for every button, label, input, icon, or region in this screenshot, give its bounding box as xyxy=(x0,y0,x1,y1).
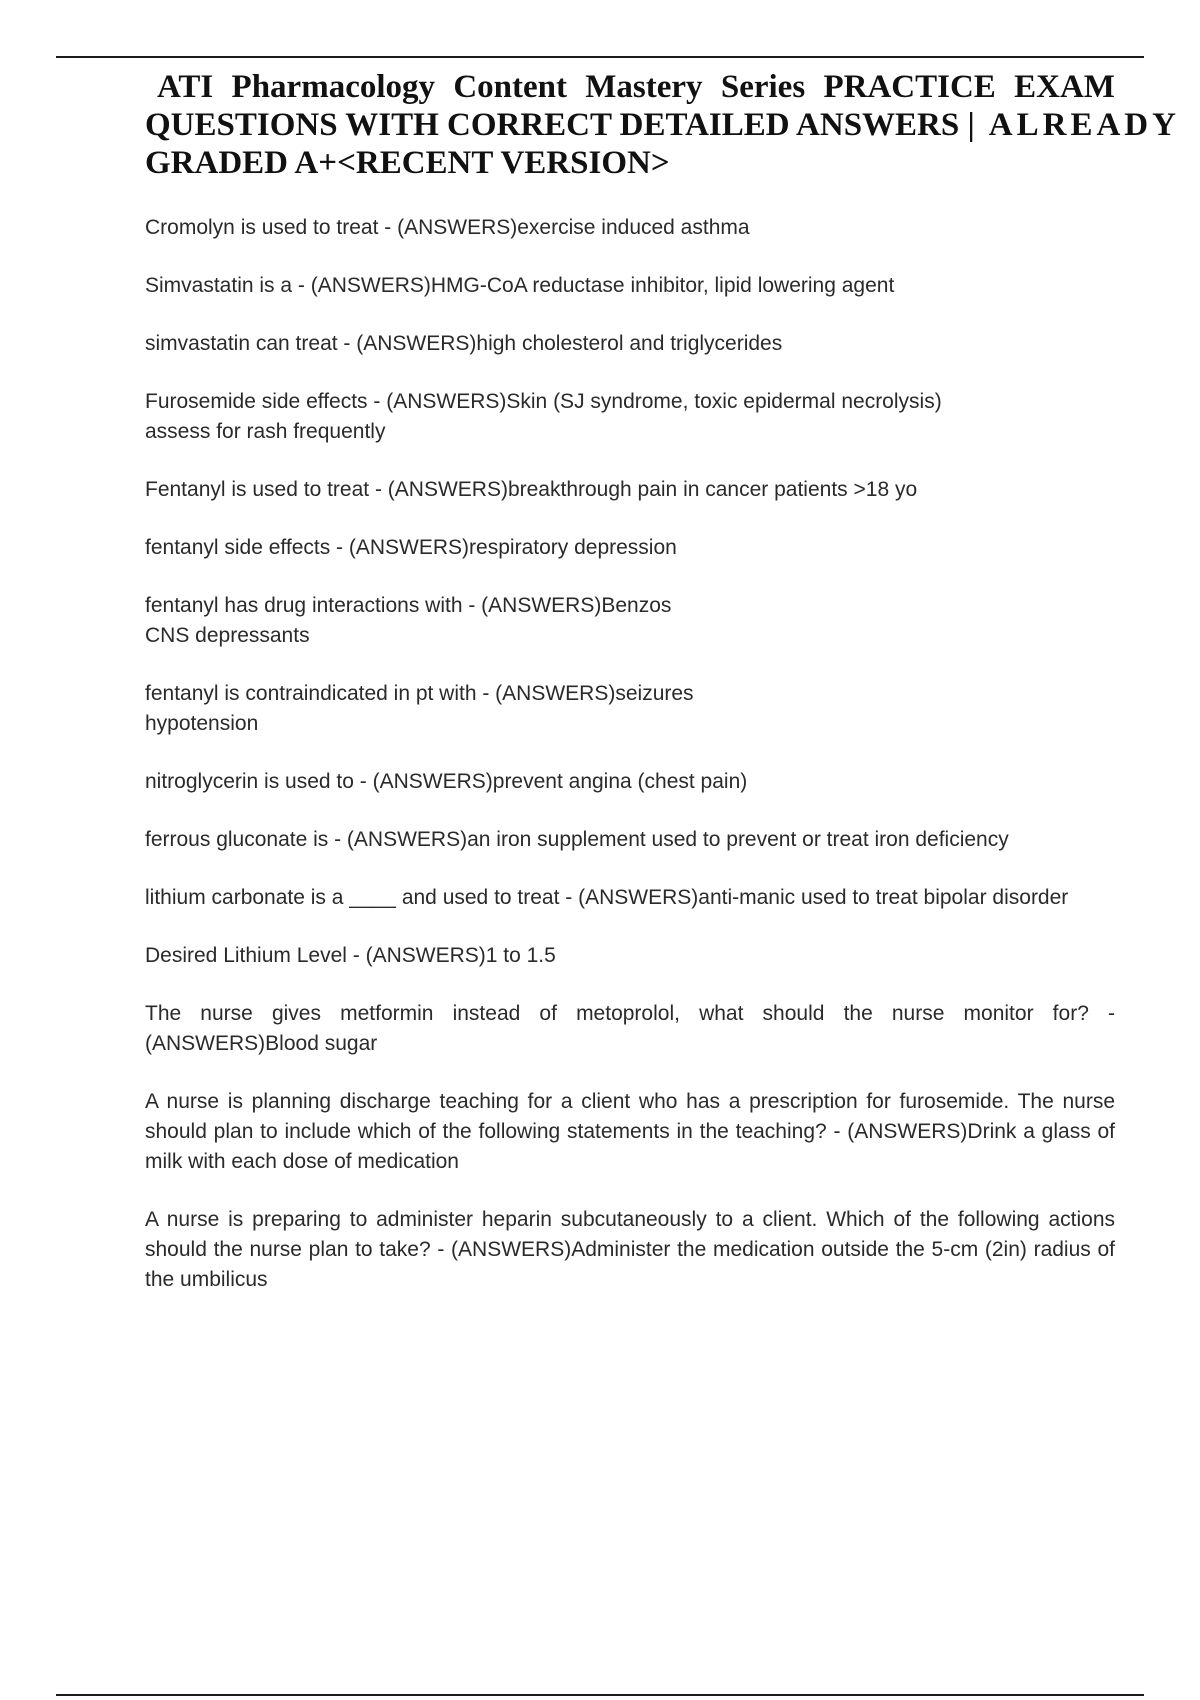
title-word: Content xyxy=(453,69,567,105)
qa-item: A nurse is planning discharge teaching for a client who has a prescription for furosemide. The nurse should plan to include which of the following statements in the teaching? - (ANSWERS)Drink a glass of milk with each dose of medication xyxy=(145,1090,1115,1173)
qa-item: The nurse gives metformin instead of metoprolol, what should the nurse monitor for? - (ANSWERS)Blood sugar xyxy=(145,1002,1115,1055)
title-line-2-clipped-text: ALREADY xyxy=(988,107,1180,143)
qa-item: fentanyl side effects - (ANSWERS)respiratory depression xyxy=(145,536,677,559)
title-line-2-text: QUESTIONS WITH CORRECT DETAILED ANSWERS | xyxy=(145,107,975,143)
document-title xyxy=(145,68,1180,182)
title-line-3: GRADED A+<RECENT VERSION> xyxy=(145,145,670,181)
qa-item: lithium carbonate is a ____ and used to treat - (ANSWERS)anti-manic used to treat bipolar disorder xyxy=(145,886,1069,909)
title-line-2 xyxy=(145,106,1180,144)
qa-item: Furosemide side effects - (ANSWERS)Skin (SJ syndrome, toxic epidermal necrolysis) assess for rash frequently xyxy=(145,390,942,443)
qa-item: ferrous gluconate is - (ANSWERS)an iron supplement used to prevent or treat iron deficiency xyxy=(145,828,1009,851)
title-word: ATI xyxy=(157,69,214,105)
title-word: EXAM xyxy=(1014,69,1115,105)
qa-item: Cromolyn is used to treat - (ANSWERS)exercise induced asthma xyxy=(145,216,750,239)
title-word: Pharmacology xyxy=(231,69,436,105)
qa-item: Simvastatin is a - (ANSWERS)HMG-CoA reductase inhibitor, lipid lowering agent xyxy=(145,274,895,297)
qa-item: fentanyl is contraindicated in pt with - (ANSWERS)seizures hypotension xyxy=(145,682,694,735)
top-rule xyxy=(56,56,1144,58)
title-word: PRACTICE xyxy=(823,69,996,105)
qa-item: nitroglycerin is used to - (ANSWERS)prevent angina (chest pain) xyxy=(145,770,748,793)
title-line-1 xyxy=(145,68,1115,106)
title-word: Mastery xyxy=(585,69,703,105)
title-word: Series xyxy=(720,69,806,105)
qa-item: fentanyl has drug interactions with - (ANSWERS)Benzos CNS depressants xyxy=(145,594,672,647)
qa-item: Fentanyl is used to treat - (ANSWERS)breakthrough pain in cancer patients >18 yo xyxy=(145,478,918,501)
qa-item: simvastatin can treat - (ANSWERS)high cholesterol and triglycerides xyxy=(145,332,783,355)
qa-item: A nurse is preparing to administer heparin subcutaneously to a client. Which of the following actions should the nurse plan to take? - (ANSWERS)Administer the medication outside the 5-cm (2in) radius of the umbilicus xyxy=(145,1208,1115,1291)
bottom-rule xyxy=(56,1694,1144,1696)
qa-list xyxy=(145,213,1115,1323)
qa-item: Desired Lithium Level - (ANSWERS)1 to 1.5 xyxy=(145,944,556,967)
